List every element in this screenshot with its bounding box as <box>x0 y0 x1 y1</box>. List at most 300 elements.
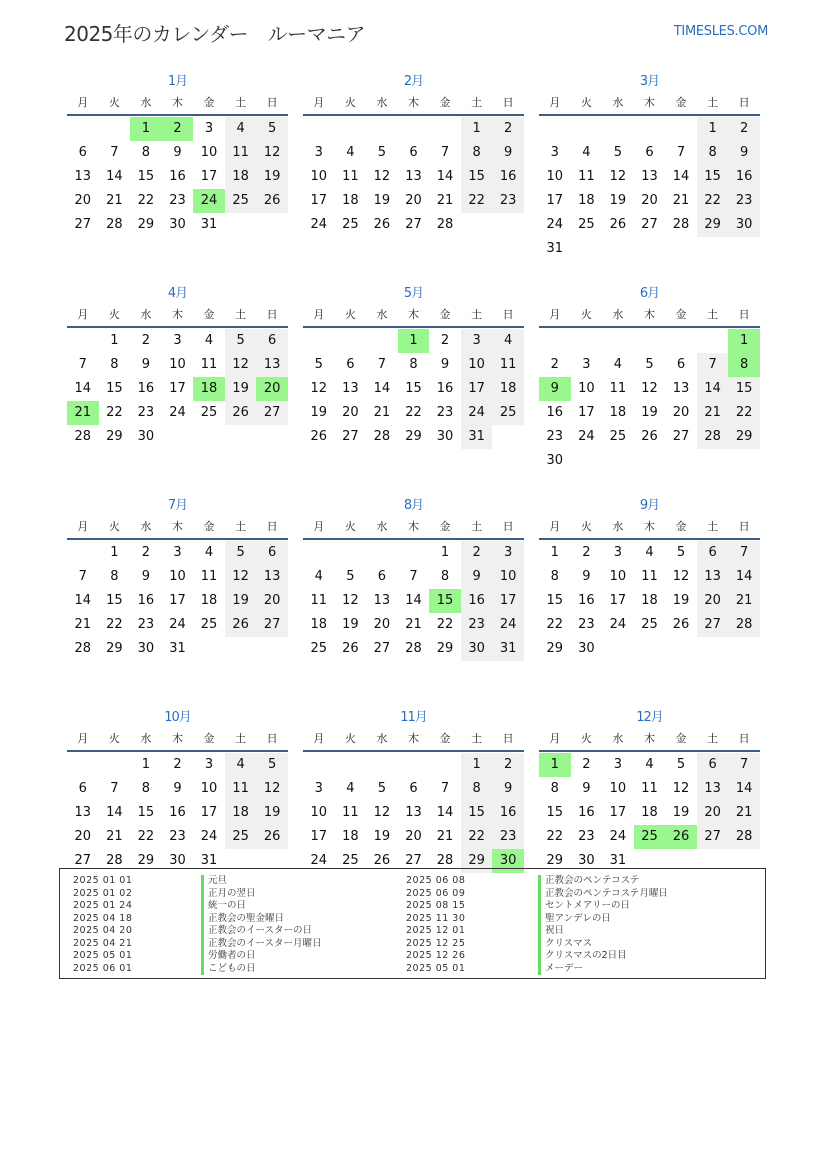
day-cell: 22 <box>461 189 493 213</box>
day-cell: 29 <box>436 641 454 656</box>
day-cell: 29 <box>106 641 123 656</box>
day-cell: 12 <box>310 381 328 396</box>
day-cell: 3 <box>314 781 323 796</box>
day-cell: 27 <box>256 401 288 425</box>
site-brand-link[interactable]: TIMESLES.COM <box>673 24 768 39</box>
month-block <box>303 496 524 708</box>
day-cell: 5 <box>256 753 288 777</box>
day-cell: 23 <box>728 189 760 213</box>
day-cell: 28 <box>405 641 422 656</box>
day-cell: 17 <box>310 829 328 844</box>
day-cell: 25 <box>609 429 627 444</box>
holiday-name: 正教会の聖金曜日 <box>201 913 322 926</box>
empty-cell <box>366 329 398 353</box>
day-cell: 4 <box>225 117 257 141</box>
day-cell: 24 <box>169 405 186 420</box>
holiday-date: 2025 01 01 <box>73 875 133 886</box>
weekday-label: 日 <box>738 96 750 109</box>
empty-cell <box>335 753 367 777</box>
day-cell: 4 <box>204 545 214 560</box>
weekday-label: 金 <box>439 308 451 321</box>
day-cell: 11 <box>578 169 595 184</box>
day-cell: 6 <box>78 145 87 160</box>
day-grid <box>539 753 760 873</box>
holiday-day-cell: 1 <box>398 329 430 353</box>
weekday-label: 金 <box>675 520 687 533</box>
empty-cell <box>634 117 666 141</box>
day-cell: 10 <box>609 781 627 796</box>
day-grid <box>539 541 760 661</box>
day-cell: 9 <box>728 141 760 165</box>
weekday-label: 土 <box>235 96 247 109</box>
day-grid <box>303 117 524 237</box>
empty-cell <box>335 329 367 353</box>
day-cell: 1 <box>440 545 450 560</box>
day-cell: 12 <box>373 169 391 184</box>
holiday-name: 正教会のイースター月曜日 <box>201 938 322 951</box>
weekday-label: 日 <box>266 732 278 745</box>
empty-cell <box>67 117 99 141</box>
day-cell: 8 <box>409 357 418 372</box>
day-cell: 17 <box>609 593 627 608</box>
day-grid <box>67 541 288 661</box>
day-cell: 25 <box>492 401 524 425</box>
day-cell: 9 <box>492 777 524 801</box>
day-cell: 22 <box>405 405 422 420</box>
day-cell: 22 <box>546 829 564 844</box>
day-cell: 23 <box>461 613 493 637</box>
weekday-label: 月 <box>313 732 325 745</box>
day-cell: 7 <box>440 145 450 160</box>
day-cell: 29 <box>461 849 493 873</box>
weekday-label: 月 <box>77 96 89 109</box>
day-cell: 4 <box>346 145 355 160</box>
day-cell: 30 <box>169 217 186 232</box>
weekday-label: 水 <box>612 732 624 745</box>
day-cell: 3 <box>173 545 182 560</box>
day-cell: 17 <box>169 593 186 608</box>
day-cell: 22 <box>436 617 454 632</box>
day-cell: 26 <box>225 613 257 637</box>
day-cell: 27 <box>405 853 422 868</box>
weekday-label: 日 <box>738 732 750 745</box>
day-cell: 10 <box>461 353 493 377</box>
day-cell: 28 <box>106 853 123 868</box>
day-cell: 31 <box>492 637 524 661</box>
day-cell: 15 <box>106 381 123 396</box>
weekday-label: 火 <box>580 308 592 321</box>
weekday-label: 土 <box>707 732 719 745</box>
page-title: 2025年のカレンダー ルーマニア <box>64 22 366 46</box>
day-cell: 30 <box>578 853 595 868</box>
month-block <box>67 72 288 284</box>
day-cell: 11 <box>200 569 218 584</box>
day-cell: 8 <box>697 141 729 165</box>
day-cell: 3 <box>582 357 591 372</box>
holiday-dates-right <box>406 875 465 975</box>
day-cell: 27 <box>641 217 658 232</box>
day-cell: 13 <box>672 381 690 396</box>
day-cell: 25 <box>225 189 257 213</box>
holiday-name: セントメアリーの日 <box>538 900 668 913</box>
day-cell: 5 <box>225 541 257 565</box>
day-cell: 14 <box>672 169 690 184</box>
day-cell: 25 <box>342 853 359 868</box>
day-cell: 25 <box>200 617 218 632</box>
day-cell: 31 <box>546 241 564 256</box>
day-cell: 22 <box>137 193 155 208</box>
day-cell: 27 <box>405 217 422 232</box>
day-cell: 11 <box>342 169 359 184</box>
weekday-label: 水 <box>140 308 152 321</box>
weekday-label: 日 <box>738 308 750 321</box>
weekday-label: 金 <box>203 308 215 321</box>
day-cell: 28 <box>436 853 454 868</box>
day-cell: 30 <box>137 429 155 444</box>
day-cell: 14 <box>728 565 760 589</box>
day-cell: 9 <box>440 357 450 372</box>
day-cell: 20 <box>342 405 359 420</box>
month-title: 5月 <box>403 286 424 301</box>
holiday-day-cell: 8 <box>728 353 760 377</box>
day-cell: 23 <box>137 617 155 632</box>
day-cell: 1 <box>141 757 151 772</box>
day-cell: 13 <box>74 169 92 184</box>
holiday-date: 2025 04 20 <box>73 925 133 936</box>
weekday-label: 水 <box>376 732 388 745</box>
weekday-label: 土 <box>471 732 483 745</box>
day-cell: 16 <box>137 381 155 396</box>
day-cell: 17 <box>546 193 564 208</box>
holiday-date: 2025 06 01 <box>73 962 133 974</box>
month-block <box>303 72 524 284</box>
holiday-day-cell: 9 <box>539 377 571 401</box>
day-cell: 8 <box>110 357 119 372</box>
day-cell: 20 <box>405 193 422 208</box>
holiday-name: 正教会のイースターの日 <box>201 925 322 938</box>
day-cell: 13 <box>256 353 288 377</box>
day-cell: 13 <box>697 565 729 589</box>
months-grid <box>67 72 761 920</box>
weekday-label: 火 <box>580 96 592 109</box>
holiday-day-cell: 1 <box>728 329 760 353</box>
day-cell: 19 <box>672 593 690 608</box>
day-cell: 18 <box>342 193 359 208</box>
weekday-label: 木 <box>643 732 655 745</box>
empty-cell <box>634 329 666 353</box>
day-cell: 12 <box>641 381 658 396</box>
empty-cell <box>697 329 729 353</box>
day-cell: 14 <box>106 169 123 184</box>
day-cell: 3 <box>173 333 182 348</box>
weekday-label: 月 <box>549 96 561 109</box>
day-cell: 12 <box>225 353 257 377</box>
day-cell: 10 <box>169 569 186 584</box>
day-cell: 15 <box>405 381 422 396</box>
empty-cell <box>429 117 461 141</box>
weekday-label: 火 <box>108 732 120 745</box>
day-cell: 3 <box>204 121 214 136</box>
weekday-label: 金 <box>439 732 451 745</box>
weekday-label: 水 <box>376 520 388 533</box>
day-cell: 8 <box>110 569 119 584</box>
day-cell: 3 <box>550 145 559 160</box>
day-cell: 20 <box>641 193 658 208</box>
day-cell: 2 <box>492 117 524 141</box>
day-grid <box>539 117 760 261</box>
holiday-date: 2025 12 01 <box>406 925 466 936</box>
day-cell: 14 <box>436 169 454 184</box>
day-cell: 11 <box>200 357 218 372</box>
day-cell: 29 <box>137 217 155 232</box>
day-cell: 22 <box>697 189 729 213</box>
day-cell: 29 <box>546 641 564 656</box>
weekday-label: 水 <box>140 732 152 745</box>
empty-cell <box>366 541 398 565</box>
day-cell: 15 <box>546 805 564 820</box>
day-cell: 9 <box>492 141 524 165</box>
weekday-label: 木 <box>407 732 419 745</box>
empty-cell <box>67 753 99 777</box>
day-cell: 6 <box>409 781 418 796</box>
weekday-header <box>303 92 524 116</box>
day-cell: 9 <box>461 565 493 589</box>
weekday-label: 月 <box>313 308 325 321</box>
day-cell: 25 <box>200 405 218 420</box>
day-cell: 8 <box>550 781 559 796</box>
day-cell: 23 <box>436 405 454 420</box>
day-cell: 30 <box>578 641 595 656</box>
holiday-day-cell: 21 <box>67 401 99 425</box>
day-cell: 28 <box>373 429 391 444</box>
day-cell: 2 <box>141 545 151 560</box>
weekday-label: 日 <box>502 520 514 533</box>
weekday-label: 水 <box>612 308 624 321</box>
holiday-name: 正教会のペンテコステ月曜日 <box>538 888 668 901</box>
day-cell: 16 <box>169 805 186 820</box>
month-title: 9月 <box>639 498 660 513</box>
holiday-name: クリスマス <box>538 938 668 951</box>
holiday-day-cell: 20 <box>256 377 288 401</box>
holiday-day-cell: 1 <box>539 753 571 777</box>
day-cell: 24 <box>200 829 218 844</box>
weekday-label: 木 <box>171 520 183 533</box>
day-cell: 19 <box>225 589 257 613</box>
empty-cell <box>539 117 571 141</box>
day-cell: 16 <box>461 589 493 613</box>
day-cell: 14 <box>697 377 729 401</box>
holiday-date: 2025 08 15 <box>406 900 466 911</box>
day-cell: 18 <box>200 593 218 608</box>
day-cell: 5 <box>676 545 686 560</box>
day-cell: 19 <box>373 193 391 208</box>
day-cell: 4 <box>346 781 355 796</box>
holiday-date: 2025 04 18 <box>73 912 133 924</box>
day-cell: 7 <box>377 357 387 372</box>
holiday-day-cell: 15 <box>429 589 461 613</box>
day-cell: 13 <box>373 593 391 608</box>
weekday-label: 火 <box>344 96 356 109</box>
empty-cell <box>398 753 430 777</box>
month-block <box>539 72 760 284</box>
day-cell: 26 <box>256 825 288 849</box>
day-cell: 2 <box>173 757 182 772</box>
day-grid <box>303 753 524 873</box>
holiday-name: 聖アンデレの日 <box>538 913 668 926</box>
day-cell: 25 <box>225 825 257 849</box>
day-cell: 15 <box>461 801 493 825</box>
weekday-label: 日 <box>266 520 278 533</box>
day-cell: 13 <box>641 169 658 184</box>
day-cell: 17 <box>609 805 627 820</box>
day-cell: 30 <box>436 429 454 444</box>
day-cell: 6 <box>409 145 418 160</box>
day-cell: 16 <box>137 593 155 608</box>
weekday-header <box>67 304 288 328</box>
day-cell: 12 <box>373 805 391 820</box>
empty-cell <box>366 117 398 141</box>
day-cell: 27 <box>74 853 92 868</box>
day-cell: 24 <box>609 617 627 632</box>
day-cell: 28 <box>672 217 690 232</box>
day-cell: 27 <box>256 613 288 637</box>
day-cell: 28 <box>728 825 760 849</box>
day-grid <box>303 541 524 661</box>
day-cell: 19 <box>225 377 257 401</box>
day-cell: 22 <box>106 405 123 420</box>
day-cell: 13 <box>697 777 729 801</box>
day-cell: 6 <box>346 357 355 372</box>
day-cell: 8 <box>550 569 559 584</box>
day-cell: 1 <box>461 753 493 777</box>
day-cell: 27 <box>74 217 92 232</box>
day-cell: 26 <box>342 641 359 656</box>
empty-cell <box>67 329 99 353</box>
day-cell: 16 <box>169 169 186 184</box>
day-cell: 19 <box>342 617 359 632</box>
day-cell: 10 <box>609 569 627 584</box>
day-cell: 24 <box>310 217 328 232</box>
day-cell: 7 <box>110 781 119 796</box>
weekday-label: 月 <box>77 308 89 321</box>
day-cell: 4 <box>582 145 591 160</box>
day-cell: 26 <box>310 429 328 444</box>
weekday-label: 土 <box>707 96 719 109</box>
day-cell: 31 <box>200 853 218 868</box>
day-cell: 2 <box>728 117 760 141</box>
weekday-header <box>303 304 524 328</box>
day-cell: 17 <box>200 805 218 820</box>
day-cell: 11 <box>492 353 524 377</box>
day-cell: 15 <box>137 805 155 820</box>
holiday-list <box>59 868 766 979</box>
day-cell: 10 <box>546 169 564 184</box>
day-cell: 13 <box>405 169 422 184</box>
day-cell: 4 <box>314 569 323 584</box>
weekday-label: 木 <box>643 520 655 533</box>
day-cell: 21 <box>436 193 454 208</box>
day-cell: 18 <box>641 805 658 820</box>
holiday-name: 統一の日 <box>201 900 322 913</box>
weekday-label: 木 <box>171 96 183 109</box>
day-cell: 13 <box>342 381 359 396</box>
weekday-label: 土 <box>707 520 719 533</box>
day-cell: 13 <box>74 805 92 820</box>
day-cell: 30 <box>169 853 186 868</box>
holiday-date: 2025 01 24 <box>73 900 133 911</box>
day-cell: 20 <box>697 801 729 825</box>
day-cell: 2 <box>492 753 524 777</box>
day-cell: 25 <box>578 217 595 232</box>
day-cell: 18 <box>342 829 359 844</box>
month-block <box>539 284 760 496</box>
day-cell: 3 <box>204 757 214 772</box>
day-cell: 15 <box>546 593 564 608</box>
empty-cell <box>335 117 367 141</box>
empty-cell <box>398 117 430 141</box>
day-cell: 12 <box>672 781 690 796</box>
holiday-day-cell: 18 <box>193 377 225 401</box>
day-cell: 24 <box>169 617 186 632</box>
day-cell: 24 <box>578 429 595 444</box>
day-cell: 2 <box>550 357 559 372</box>
day-cell: 14 <box>373 381 391 396</box>
weekday-label: 月 <box>313 96 325 109</box>
day-cell: 27 <box>342 429 359 444</box>
weekday-label: 日 <box>502 732 514 745</box>
day-cell: 5 <box>225 329 257 353</box>
weekday-label: 金 <box>675 732 687 745</box>
day-cell: 21 <box>373 405 391 420</box>
day-cell: 31 <box>609 853 627 868</box>
weekday-label: 水 <box>612 96 624 109</box>
day-cell: 8 <box>440 569 450 584</box>
weekday-header <box>67 516 288 540</box>
weekday-label: 金 <box>675 308 687 321</box>
day-cell: 10 <box>200 781 218 796</box>
day-cell: 9 <box>173 145 182 160</box>
day-cell: 1 <box>110 333 119 348</box>
day-cell: 23 <box>492 189 524 213</box>
day-cell: 21 <box>405 617 422 632</box>
empty-cell <box>366 753 398 777</box>
day-cell: 14 <box>405 593 422 608</box>
day-cell: 3 <box>613 545 623 560</box>
day-cell: 30 <box>461 637 493 661</box>
weekday-label: 木 <box>643 308 655 321</box>
day-cell: 8 <box>141 145 151 160</box>
day-cell: 6 <box>78 781 87 796</box>
day-cell: 5 <box>377 145 387 160</box>
day-cell: 14 <box>728 777 760 801</box>
weekday-label: 金 <box>203 96 215 109</box>
holiday-name: 元旦 <box>201 875 322 888</box>
day-cell: 22 <box>461 825 493 849</box>
day-cell: 14 <box>74 381 92 396</box>
day-cell: 16 <box>728 165 760 189</box>
holiday-day-cell: 1 <box>130 117 162 141</box>
day-cell: 27 <box>672 429 690 444</box>
empty-cell <box>99 753 131 777</box>
day-cell: 17 <box>169 381 186 396</box>
day-cell: 6 <box>697 753 729 777</box>
weekday-label: 日 <box>738 520 750 533</box>
day-cell: 18 <box>310 617 328 632</box>
weekday-label: 水 <box>376 308 388 321</box>
holiday-name: 労働者の日 <box>201 950 322 963</box>
weekday-label: 金 <box>439 96 451 109</box>
day-grid <box>67 117 288 237</box>
